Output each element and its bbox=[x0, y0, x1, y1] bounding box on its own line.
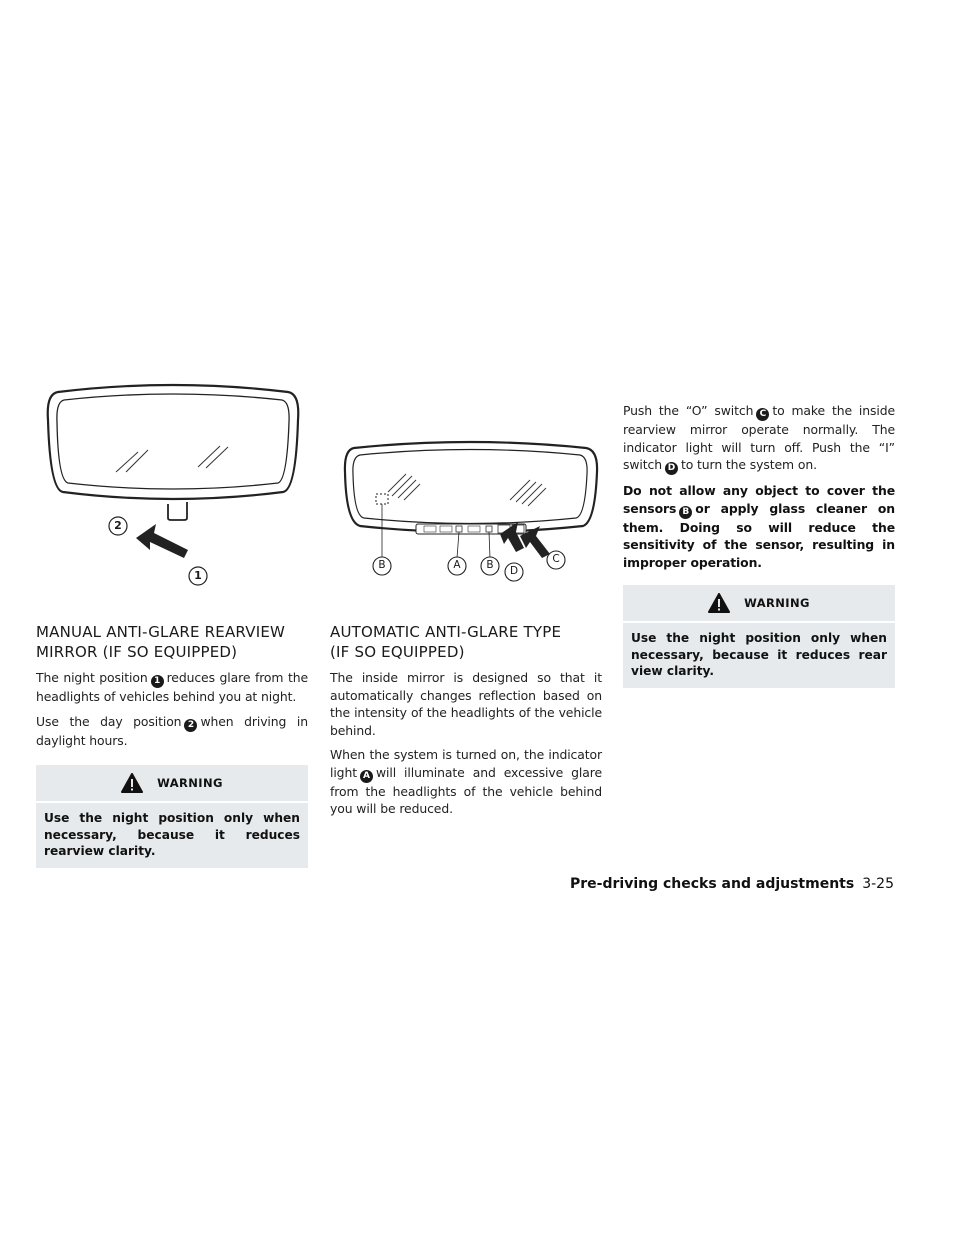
switch-paragraph bbox=[623, 402, 895, 475]
callout-badge-2: 2 bbox=[184, 719, 197, 732]
day-position-paragraph bbox=[36, 713, 308, 750]
manual-mirror-heading bbox=[36, 622, 308, 662]
automatic-description-paragraph: The inside mirror is designed so that it automatically changes reflection based on the intensity of the headlights of the vehicle behind. bbox=[330, 670, 602, 738]
automatic-heading-line2: (IF SO EQUIPPED) bbox=[330, 643, 465, 661]
callout-label-c: C bbox=[552, 553, 560, 565]
switch-text-end: to turn the system on. bbox=[680, 457, 817, 472]
warning-box-left bbox=[36, 765, 308, 868]
callout-label-d: D bbox=[509, 565, 519, 577]
sensor-text-end: or apply glass cleaner on them. Doing so will reduce the sensitivity of the sensor, resulting in improper operation. bbox=[623, 500, 895, 570]
warning-label-left: WARNING bbox=[157, 776, 223, 790]
day-text-start: Use the day position bbox=[36, 713, 182, 729]
callout-badge-1: 1 bbox=[151, 675, 164, 688]
right-column bbox=[623, 402, 895, 688]
left-column bbox=[36, 622, 308, 868]
page-footer bbox=[570, 876, 894, 892]
warning-icon bbox=[708, 593, 730, 613]
warning-text-left: Use the night position only when necessary, because it reduces rearview clarity. bbox=[44, 811, 300, 858]
indicator-text-end: will illuminate and excessive glare from the headlights of the vehicle behind you will be reduced. bbox=[330, 764, 602, 816]
warning-label-right: WARNING bbox=[744, 596, 810, 610]
manual-heading-line1: MANUAL ANTI-GLARE REARVIEW bbox=[36, 623, 286, 641]
switch-text-middle: to make the inside rearview mirror operate normally. The indicator light will turn off. Push the “I” switch bbox=[623, 403, 895, 472]
callout-label-2: 2 bbox=[114, 519, 122, 532]
callout-label-a: A bbox=[453, 559, 461, 571]
callout-label-b-right: B bbox=[486, 559, 494, 571]
switch-text-start: Push the “O” switch bbox=[623, 403, 754, 418]
day-text-end: when driving in daylight hours. bbox=[36, 713, 308, 748]
night-text-start: The night position bbox=[36, 670, 148, 685]
warning-header-left bbox=[36, 765, 308, 803]
callout-badge-a: A bbox=[360, 770, 373, 783]
footer-section-title: Pre-driving checks and adjustments bbox=[570, 876, 855, 892]
sensor-caution-paragraph bbox=[623, 482, 895, 571]
warning-header-right bbox=[623, 585, 895, 623]
automatic-mirror-heading bbox=[330, 622, 602, 662]
middle-column bbox=[330, 622, 602, 825]
callout-badge-d: D bbox=[665, 462, 678, 475]
manual-mirror-figure bbox=[38, 380, 308, 590]
footer-page-number: 3-25 bbox=[862, 876, 894, 892]
manual-heading-line2: MIRROR (IF SO EQUIPPED) bbox=[36, 643, 238, 661]
automatic-heading-line1: AUTOMATIC ANTI-GLARE TYPE bbox=[330, 623, 562, 641]
sensor-text-start: Do not allow any object to cover the sensors bbox=[623, 483, 895, 516]
callout-badge-b: B bbox=[679, 506, 692, 519]
night-position-paragraph bbox=[36, 669, 308, 706]
callout-label-1: 1 bbox=[194, 569, 202, 582]
indicator-text-start: When the system is turned on, the indicator light bbox=[330, 747, 602, 780]
callout-badge-c: C bbox=[756, 408, 769, 421]
warning-icon bbox=[121, 773, 143, 793]
automatic-mirror-figure bbox=[340, 440, 600, 590]
warning-text-right: Use the night position only when necessary, because it reduces rear view clarity. bbox=[631, 631, 887, 678]
indicator-light-paragraph bbox=[330, 746, 602, 818]
night-text-end: reduces glare from the headlights of vehicles behind you at night. bbox=[36, 670, 309, 704]
warning-box-right bbox=[623, 585, 895, 688]
callout-label-b-left: B bbox=[378, 559, 386, 571]
